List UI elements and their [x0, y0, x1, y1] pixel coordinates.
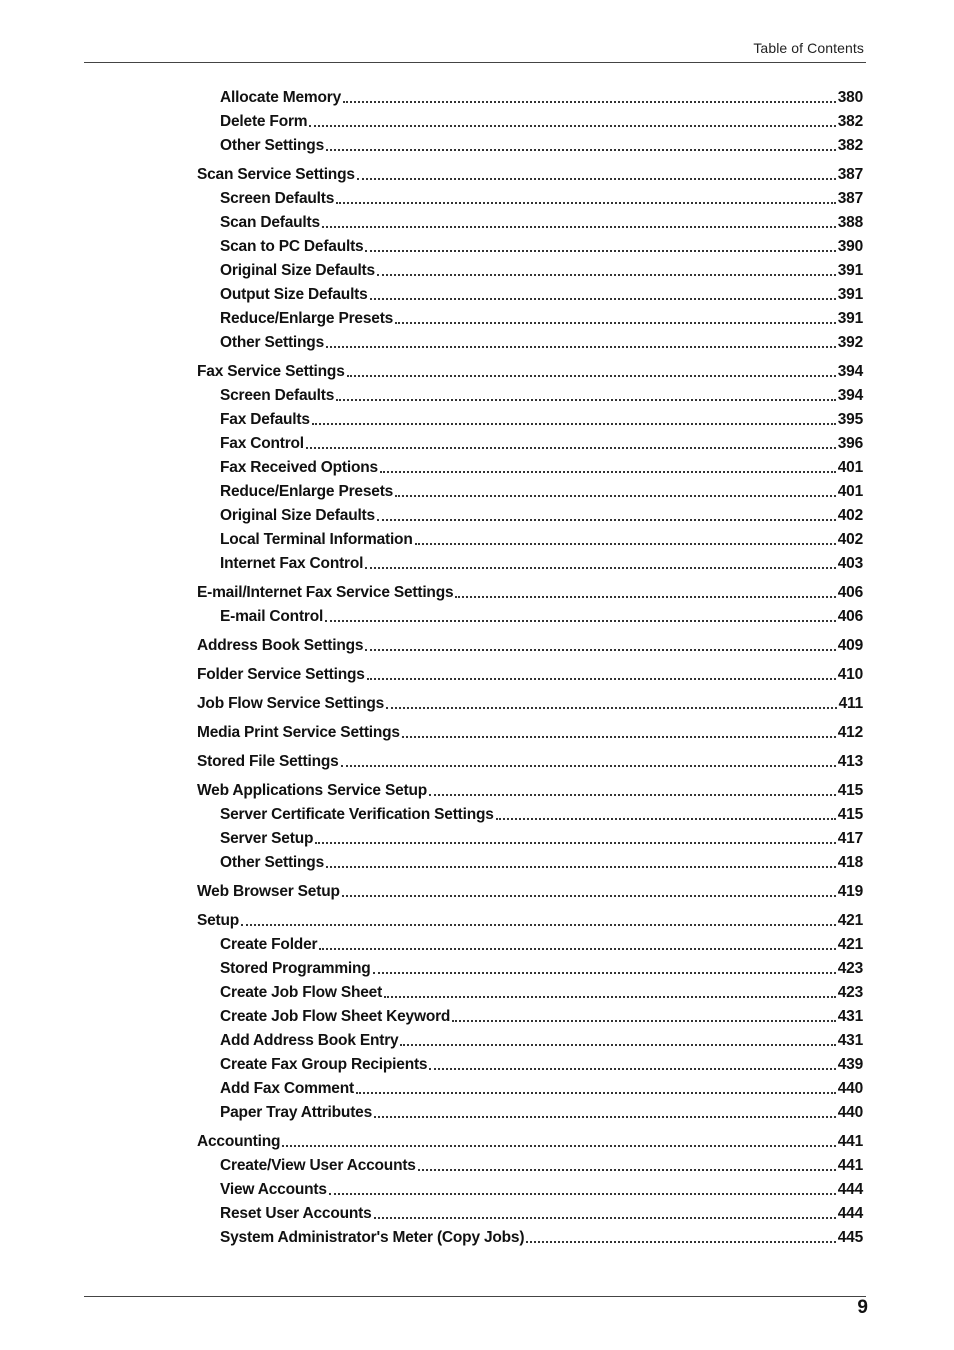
toc-entry-label: Address Book Settings: [197, 637, 364, 654]
toc-entry-page-number: 390: [837, 238, 863, 255]
toc-subsection-entry[interactable]: [197, 824, 863, 848]
toc-entry-label: Scan Service Settings: [197, 166, 355, 183]
toc-dot-leader: [322, 226, 836, 228]
toc-dot-leader: [347, 375, 836, 377]
toc-entry-page-number: 394: [837, 387, 863, 404]
toc-entry-label: Server Certificate Verification Settings: [220, 806, 494, 823]
toc-entry-page-number: 406: [837, 608, 863, 625]
toc-entry-label: Create Folder: [220, 936, 318, 953]
toc-section-entry[interactable]: [197, 578, 863, 602]
footer-divider: [84, 1296, 866, 1297]
toc-entry-page-number: 439: [837, 1056, 863, 1073]
toc-entry-label: Stored File Settings: [197, 753, 339, 770]
toc-entry-label: View Accounts: [220, 1181, 327, 1198]
toc-dot-leader: [282, 1145, 835, 1147]
toc-entry-label: Web Applications Service Setup: [197, 782, 428, 799]
toc-entry-label: Create Fax Group Recipients: [220, 1056, 428, 1073]
toc-dot-leader: [377, 519, 836, 521]
toc-subsection-entry[interactable]: [197, 1199, 863, 1223]
toc-entry-page-number: 409: [837, 637, 863, 654]
toc-entry-page-number: 423: [837, 984, 863, 1001]
toc-entry-label: Scan Defaults: [220, 214, 320, 231]
toc-entry-label: Internet Fax Control: [220, 555, 364, 572]
toc-entry-page-number: 401: [837, 459, 863, 476]
toc-entry-label: Other Settings: [220, 137, 324, 154]
toc-section-entry[interactable]: [197, 160, 863, 184]
toc-entry-page-number: 412: [837, 724, 863, 741]
toc-entry-label: Accounting: [197, 1133, 281, 1150]
toc-dot-leader: [342, 895, 836, 897]
toc-entry-page-number: 431: [837, 1008, 863, 1025]
toc-subsection-entry[interactable]: [197, 602, 863, 626]
toc-dot-leader: [325, 620, 836, 622]
toc-dot-leader: [309, 125, 835, 127]
toc-entry-page-number: 410: [837, 666, 863, 683]
toc-dot-leader: [400, 1044, 835, 1046]
toc-entry-page-number: 417: [837, 830, 863, 847]
toc-entry-label: Add Address Book Entry: [220, 1032, 399, 1049]
toc-dot-leader: [402, 736, 836, 738]
toc-entry-page-number: 421: [837, 936, 863, 953]
toc-entry-page-number: 391: [837, 310, 863, 327]
toc-dot-leader: [380, 471, 836, 473]
toc-dot-leader: [365, 567, 835, 569]
toc-entry-page-number: 411: [838, 695, 863, 712]
toc-dot-leader: [319, 948, 835, 950]
toc-entry-page-number: 391: [837, 286, 863, 303]
toc-entry-page-number: 396: [837, 435, 863, 452]
toc-entry-label: Media Print Service Settings: [197, 724, 400, 741]
toc-dot-leader: [418, 1169, 836, 1171]
toc-subsection-entry[interactable]: [197, 232, 863, 256]
toc-dot-leader: [386, 707, 837, 709]
toc-dot-leader: [374, 1116, 836, 1118]
toc-dot-leader: [377, 274, 836, 276]
toc-subsection-entry[interactable]: [197, 256, 863, 280]
toc-entry-page-number: 421: [837, 912, 863, 929]
toc-entry-page-number: 380: [837, 89, 863, 106]
toc-dot-leader: [455, 596, 835, 598]
toc-entry-label: Job Flow Service Settings: [197, 695, 385, 712]
toc-dot-leader: [326, 346, 836, 348]
toc-subsection-entry[interactable]: [197, 429, 863, 453]
toc-entry-label: Paper Tray Attributes: [220, 1104, 372, 1121]
toc-subsection-entry[interactable]: [197, 1050, 863, 1074]
toc-dot-leader: [326, 866, 836, 868]
toc-section-entry[interactable]: [197, 689, 863, 713]
toc-entry-page-number: 418: [837, 854, 863, 871]
toc-dot-leader: [315, 842, 836, 844]
toc-section-entry[interactable]: [197, 776, 863, 800]
toc-dot-leader: [357, 178, 836, 180]
toc-dot-leader: [374, 1217, 836, 1219]
toc-dot-leader: [373, 972, 836, 974]
toc-dot-leader: [341, 765, 836, 767]
toc-entry-page-number: 419: [837, 883, 863, 900]
toc-subsection-entry[interactable]: [197, 1175, 863, 1199]
toc-entry-label: E-mail/Internet Fax Service Settings: [197, 584, 454, 601]
toc-section-entry[interactable]: [197, 660, 863, 684]
toc-entry-label: Local Terminal Information: [220, 531, 413, 548]
toc-subsection-entry[interactable]: [197, 800, 863, 824]
toc-subsection-entry[interactable]: [197, 954, 863, 978]
table-of-contents: [197, 83, 863, 1247]
toc-dot-leader: [241, 924, 836, 926]
toc-section-entry[interactable]: [197, 718, 863, 742]
toc-entry-label: System Administrator's Meter (Copy Jobs): [220, 1229, 525, 1246]
toc-entry-page-number: 444: [837, 1205, 863, 1222]
toc-entry-label: Original Size Defaults: [220, 507, 375, 524]
toc-entry-page-number: 402: [837, 531, 863, 548]
toc-entry-page-number: 431: [837, 1032, 863, 1049]
toc-dot-leader: [367, 678, 836, 680]
toc-dot-leader: [365, 649, 835, 651]
toc-section-entry[interactable]: [197, 357, 863, 381]
toc-subsection-entry[interactable]: [197, 83, 863, 107]
toc-entry-label: Create Job Flow Sheet: [220, 984, 383, 1001]
toc-entry-page-number: 382: [837, 137, 863, 154]
toc-entry-label: Screen Defaults: [220, 190, 335, 207]
toc-section-entry[interactable]: [197, 631, 863, 655]
toc-entry-page-number: 401: [837, 483, 863, 500]
toc-subsection-entry[interactable]: [197, 1223, 863, 1247]
toc-entry-label: Reduce/Enlarge Presets: [220, 483, 394, 500]
toc-dot-leader: [415, 543, 836, 545]
toc-entry-label: Create Job Flow Sheet Keyword: [220, 1008, 451, 1025]
toc-entry-page-number: 440: [837, 1080, 863, 1097]
toc-subsection-entry[interactable]: [197, 1002, 863, 1026]
toc-entry-page-number: 444: [837, 1181, 863, 1198]
toc-entry-label: Stored Programming: [220, 960, 371, 977]
toc-subsection-entry[interactable]: [197, 208, 863, 232]
toc-entry-label: Web Browser Setup: [197, 883, 340, 900]
toc-dot-leader: [336, 399, 836, 401]
toc-entry-page-number: 440: [837, 1104, 863, 1121]
toc-entry-label: E-mail Control: [220, 608, 324, 625]
toc-dot-leader: [429, 794, 836, 796]
page-number: 9: [857, 1297, 868, 1318]
toc-section-entry[interactable]: [197, 877, 863, 901]
header-divider: [84, 62, 866, 63]
toc-entry-label: Reset User Accounts: [220, 1205, 372, 1222]
toc-entry-label: Fax Service Settings: [197, 363, 345, 380]
toc-subsection-entry[interactable]: [197, 304, 863, 328]
toc-subsection-entry[interactable]: [197, 381, 863, 405]
toc-subsection-entry[interactable]: [197, 978, 863, 1002]
toc-entry-page-number: 395: [837, 411, 863, 428]
toc-dot-leader: [365, 250, 835, 252]
toc-entry-label: Other Settings: [220, 854, 324, 871]
toc-dot-leader: [395, 495, 836, 497]
toc-entry-label: Screen Defaults: [220, 387, 335, 404]
toc-subsection-entry[interactable]: [197, 453, 863, 477]
toc-entry-page-number: 394: [837, 363, 863, 380]
toc-dot-leader: [329, 1193, 836, 1195]
toc-entry-page-number: 423: [837, 960, 863, 977]
toc-entry-label: Fax Received Options: [220, 459, 378, 476]
toc-entry-page-number: 445: [837, 1229, 863, 1246]
toc-dot-leader: [395, 322, 836, 324]
toc-dot-leader: [356, 1092, 836, 1094]
toc-dot-leader: [370, 298, 836, 300]
toc-section-entry[interactable]: [197, 747, 863, 771]
toc-section-entry[interactable]: [197, 906, 863, 930]
toc-entry-label: Add Fax Comment: [220, 1080, 354, 1097]
toc-subsection-entry[interactable]: [197, 405, 863, 429]
toc-entry-page-number: 441: [837, 1157, 863, 1174]
toc-entry-page-number: 441: [837, 1133, 863, 1150]
toc-subsection-entry[interactable]: [197, 549, 863, 573]
toc-subsection-entry[interactable]: [197, 328, 863, 352]
toc-entry-label: Fax Defaults: [220, 411, 310, 428]
toc-subsection-entry[interactable]: [197, 1098, 863, 1122]
toc-dot-leader: [343, 101, 836, 103]
toc-entry-page-number: 402: [837, 507, 863, 524]
toc-entry-label: Other Settings: [220, 334, 324, 351]
toc-entry-page-number: 403: [837, 555, 863, 572]
toc-entry-label: Reduce/Enlarge Presets: [220, 310, 394, 327]
toc-entry-page-number: 406: [837, 584, 863, 601]
toc-entry-page-number: 391: [837, 262, 863, 279]
toc-entry-page-number: 388: [837, 214, 863, 231]
toc-entry-label: Original Size Defaults: [220, 262, 375, 279]
toc-subsection-entry[interactable]: [197, 501, 863, 525]
toc-entry-label: Allocate Memory: [220, 89, 342, 106]
toc-entry-page-number: 387: [837, 166, 863, 183]
toc-entry-page-number: 415: [837, 806, 863, 823]
toc-entry-label: Scan to PC Defaults: [220, 238, 364, 255]
toc-dot-leader: [496, 818, 836, 820]
toc-entry-label: Create/View User Accounts: [220, 1157, 416, 1174]
toc-dot-leader: [336, 202, 836, 204]
toc-entry-label: Fax Control: [220, 435, 304, 452]
toc-dot-leader: [326, 149, 836, 151]
toc-entry-label: Server Setup: [220, 830, 314, 847]
toc-subsection-entry[interactable]: [197, 1151, 863, 1175]
page-header-title: Table of Contents: [753, 40, 864, 56]
toc-dot-leader: [306, 447, 836, 449]
toc-subsection-entry[interactable]: [197, 477, 863, 501]
toc-dot-leader: [452, 1020, 836, 1022]
toc-entry-label: Setup: [197, 912, 240, 929]
toc-dot-leader: [312, 423, 836, 425]
toc-subsection-entry[interactable]: [197, 525, 863, 549]
toc-dot-leader: [526, 1241, 835, 1243]
toc-subsection-entry[interactable]: [197, 930, 863, 954]
toc-section-entry[interactable]: [197, 1127, 863, 1151]
toc-entry-page-number: 387: [837, 190, 863, 207]
toc-entry-label: Folder Service Settings: [197, 666, 365, 683]
toc-subsection-entry[interactable]: [197, 184, 863, 208]
toc-subsection-entry[interactable]: [197, 1026, 863, 1050]
toc-subsection-entry[interactable]: [197, 280, 863, 304]
toc-subsection-entry[interactable]: [197, 131, 863, 155]
toc-entry-page-number: 415: [837, 782, 863, 799]
toc-entry-page-number: 382: [837, 113, 863, 130]
toc-dot-leader: [429, 1068, 835, 1070]
toc-entry-label: Output Size Defaults: [220, 286, 368, 303]
toc-subsection-entry[interactable]: [197, 1074, 863, 1098]
toc-entry-page-number: 413: [837, 753, 863, 770]
toc-entry-label: Delete Form: [220, 113, 308, 130]
toc-entry-page-number: 392: [837, 334, 863, 351]
toc-subsection-entry[interactable]: [197, 107, 863, 131]
toc-subsection-entry[interactable]: [197, 848, 863, 872]
toc-dot-leader: [384, 996, 836, 998]
